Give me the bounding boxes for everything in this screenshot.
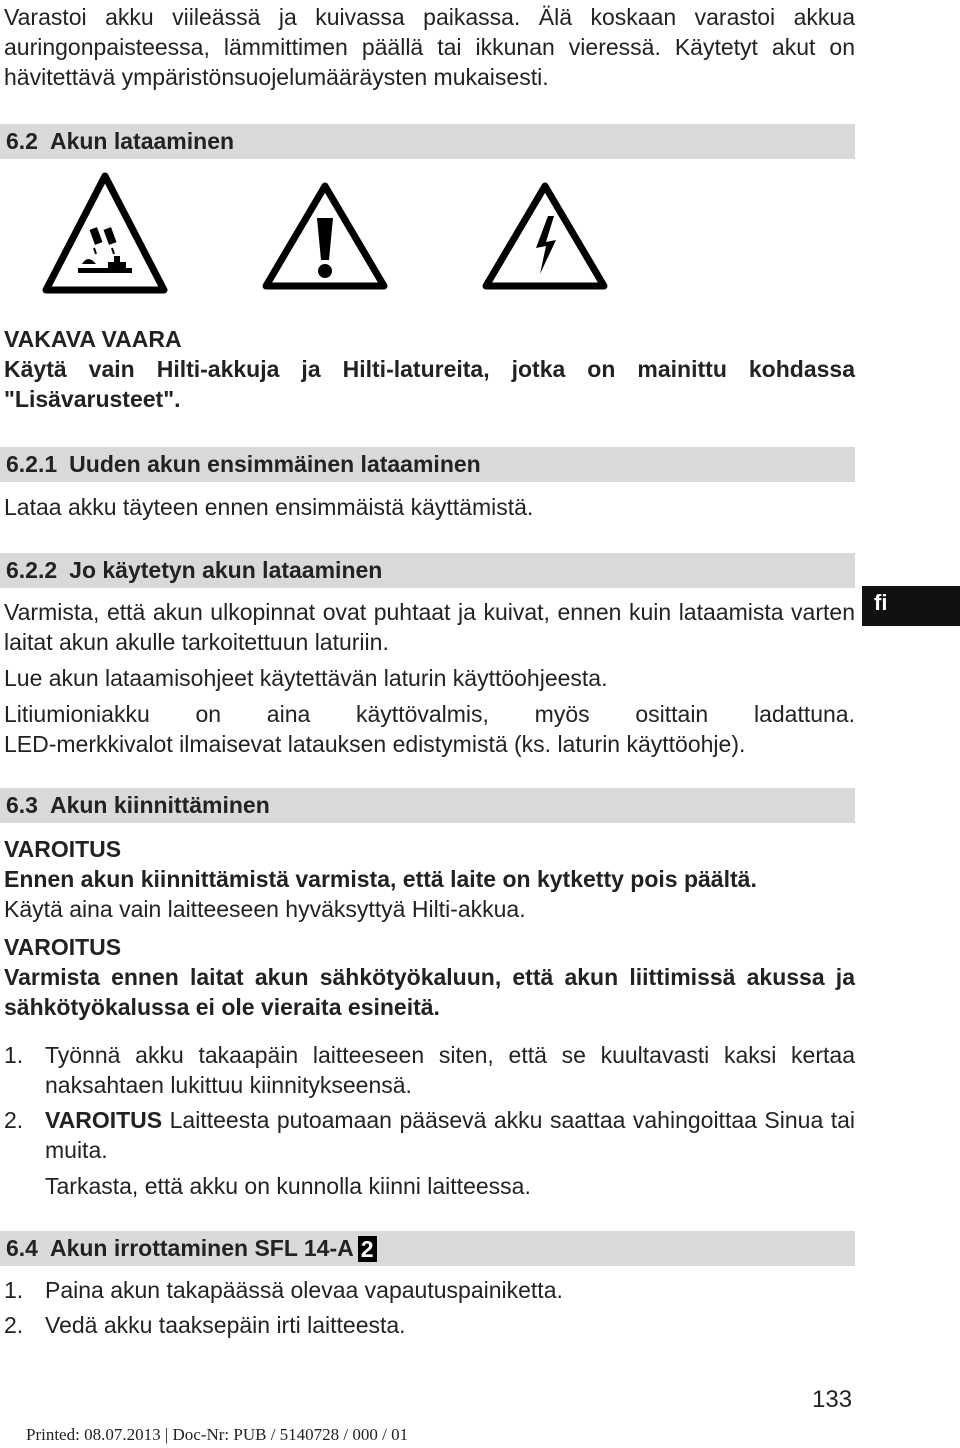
- section-6-4-heading: [0, 1231, 855, 1266]
- list-text-extra: Tarkasta, että akku on kunnolla kiinni laitteessa.: [45, 1173, 531, 1199]
- list-text: [45, 1105, 855, 1165]
- list-item: [4, 1105, 855, 1201]
- list-number: 2.: [4, 1107, 24, 1133]
- section-number: 6.2.1: [6, 451, 58, 477]
- danger-heading: VAKAVA VAARA: [4, 326, 182, 352]
- list-number: 2.: [4, 1312, 24, 1338]
- general-warning-icon: [262, 182, 388, 290]
- section-6-2-2-heading: [0, 553, 855, 588]
- list-item: [4, 1275, 855, 1305]
- warning-heading: VAROITUS: [4, 836, 122, 862]
- warning-text: Varmista ennen laitat akun sähkötyökaluun, että akun liittimissä akussa ja sähkötyökalussa ei ole vieraita esineitä.: [4, 964, 855, 1020]
- paragraph: Käytä aina vain laitteeseen hyväksyttyä Hilti-akkua.: [4, 896, 526, 922]
- section-6-2-heading: [0, 124, 855, 159]
- warning-heading: VAROITUS: [4, 934, 122, 960]
- paragraph: Lue akun lataamisohjeet käytettävän laturin käyttöohjeesta.: [4, 665, 608, 691]
- section-6-3-heading: [0, 788, 855, 823]
- section-title: Akun irrottaminen SFL 14-A: [49, 1235, 354, 1261]
- section-6-2-1-heading: [0, 447, 855, 482]
- list-text: Työnnä akku takaapäin laitteeseen siten, että se kuultavasti kaksi kertaa naksahtaen lukittuu kiinnitykseensä.: [45, 1042, 855, 1098]
- section-6-3-warnings: [4, 834, 855, 1022]
- list-item: [4, 1310, 855, 1340]
- section-number: 6.3: [6, 792, 38, 818]
- section-title: Akun kiinnittäminen: [49, 792, 270, 818]
- section-title: Jo käytetyn akun lataaminen: [69, 557, 383, 583]
- list-text: Vedä akku taaksepäin irti laitteesta.: [45, 1312, 406, 1338]
- section-number: 6.4: [6, 1235, 38, 1261]
- paragraph: Varmista, että akun ulkopinnat ovat puhtaat ja kuivat, ennen kuin lataamista varten laitat akun akulle tarkoitettuun laturiin.: [4, 599, 855, 655]
- list-number: 1.: [4, 1042, 24, 1068]
- electric-shock-warning-icon: [482, 182, 608, 290]
- list-text-body: Laitteesta putoamaan pääsevä akku saattaa vahingoittaa Sinua tai muita.: [45, 1107, 856, 1163]
- section-6-2-1-text: Lataa akku täyteen ennen ensimmäistä käyttämistä.: [4, 494, 534, 520]
- warning-label: VAROITUS: [45, 1107, 163, 1133]
- list-text: Paina akun takapäässä olevaa vapautuspainiketta.: [45, 1277, 563, 1303]
- section-title: Akun lataaminen: [49, 128, 235, 154]
- section-number: 6.2: [6, 128, 38, 154]
- corrosive-warning-icon: [42, 172, 168, 294]
- print-footer: Printed: 08.07.2013 | Doc-Nr: PUB / 5140728 / 000 / 01: [26, 1425, 409, 1444]
- list-item: [4, 1040, 855, 1100]
- section-number: 6.2.2: [6, 557, 58, 583]
- section-6-2-2-body: [4, 597, 855, 759]
- paragraph: Litiumioniakku on aina käyttövalmis, myös osittain ladattuna.: [4, 701, 855, 727]
- intro-paragraph: Varastoi akku viileässä ja kuivassa paikassa. Älä koskaan varastoi akkua auringonpaisteessa, lämmittimen päällä tai ikkunan vieressä. Käytetyt akut on hävitettävä ympäristönsuojelumääräysten mukaisesti.: [4, 4, 855, 90]
- danger-text: Käytä vain Hilti-akkuja ja Hilti-latureita, jotka on mainittu kohdassa "Lisävarusteet".: [4, 356, 855, 412]
- paragraph: LED-merkkivalot ilmaisevat latauksen edistymistä (ks. laturin käyttöohje).: [4, 731, 746, 757]
- page-number: 133: [812, 1386, 853, 1413]
- language-tab: fi: [862, 586, 960, 626]
- warning-text: Ennen akun kiinnittämistä varmista, että laite on kytketty pois päältä.: [4, 866, 757, 892]
- figure-reference-badge: 2: [358, 1236, 377, 1262]
- danger-block: [4, 324, 855, 414]
- section-title: Uuden akun ensimmäinen lataaminen: [69, 451, 481, 477]
- list-number: 1.: [4, 1277, 24, 1303]
